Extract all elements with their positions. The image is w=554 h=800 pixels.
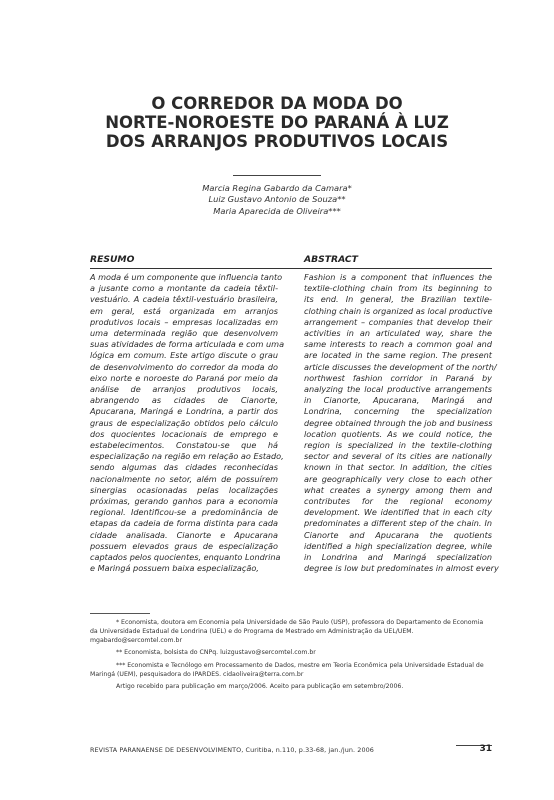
journal-citation: REVISTA PARANAENSE DE DESENVOLVIMENTO, Curitiba, n.110, p.33-68, jan./jun. 2006 [90, 746, 374, 754]
resumo-line: a jusante como a montante da cadeia têxtil- [90, 283, 278, 294]
page-number: 31 [479, 744, 492, 754]
abstract-line: degree obtained through the job and business [304, 417, 493, 428]
abstract-body [304, 272, 499, 574]
resumo-line: nacionalmente no setor, além de possuírem [90, 473, 278, 484]
resumo-line: possuem elevados graus de especialização [90, 540, 278, 551]
resumo-line: captados pelos quocientes, enquanto Londrina [90, 552, 281, 563]
footnote-3: *** Economista e Tecnólogo em Processamento de Dados, mestre em Teoria Econômica pela Universidade Estadual de Maringá (UEM), pesquisadora do IPARDES. cidaoliveira@terra.com.br [90, 661, 484, 678]
abstract-line: textile-clothing chain from its beginning to [304, 283, 492, 294]
resumo-line: lógica em comum. Este artigo discute o grau [90, 350, 278, 361]
abstract-line: in Cianorte, Apucarana, Maringá and [304, 395, 492, 406]
abstract-line: arrangement – companies that develop their [304, 316, 492, 327]
title-divider [233, 175, 321, 176]
footnotes [90, 618, 492, 694]
author-3: Maria Aparecida de Oliveira*** [213, 205, 341, 216]
resumo-line: em geral, está organizada em arranjos [90, 305, 278, 316]
abstract-line: activities in an articulated way, share the [304, 328, 492, 339]
abstract-line: predominates a different step of the chain. In [304, 518, 492, 529]
title-line-1: O CORREDOR DA MODA DO [151, 94, 403, 113]
abstract-line: sector and several of its cities are nationally [304, 451, 492, 462]
title-line-2: NORTE-NOROESTE DO PARANÁ À LUZ [105, 113, 449, 132]
resumo-line: e Maringá possuem baixa especialização, [90, 563, 259, 574]
article-title [60, 94, 494, 151]
abstract-line: Cianorte and Apucarana the quotients [304, 529, 492, 540]
abstract-line: degree is low but predominates in almost every [304, 563, 499, 574]
resumo-line: produtivos locais – empresas localizadas em [90, 316, 278, 327]
abstract-line: in Londrina and Maringá specialization [304, 552, 492, 563]
resumo-line: estabelecimentos. Constatou-se que há [90, 440, 278, 451]
abstract-line: analyzing the local productive arrangements [304, 384, 492, 395]
abstract-line: clothing chain is organized as local productive [304, 305, 493, 316]
resumo-line: etapas da cadeia de forma distinta para cada [90, 518, 278, 529]
resumo-line: vestuário. A cadeia têxtil-vestuário brasileira, [90, 294, 278, 305]
author-1: Marcia Regina Gabardo da Camara* [202, 183, 352, 193]
abstract-line: northwest fashion corridor in Paraná by [304, 372, 492, 383]
abstract-line: same interests to reach a common goal and [304, 339, 492, 350]
resumo-line: A moda é um componente que influencia tanto [90, 272, 283, 282]
abstract-line: contributes for the regional economy [304, 496, 492, 507]
author-list [150, 183, 404, 217]
resumo-line: sinergias ocasionadas pelas localizações [90, 484, 278, 495]
abstract-line: known in that sector. In addition, the cities [304, 462, 492, 473]
resumo-line: uma determinada região que desenvolvem [90, 328, 278, 339]
resumo-line: cidade analisada. Cianorte e Apucarana [90, 529, 278, 540]
abstract-line: article discusses the development of the north/ [304, 361, 497, 372]
resumo-body [90, 272, 285, 574]
abstract-line: location quotients. As we could notice, the [304, 428, 492, 439]
abstract-line: Londrina, concerning the specialization [304, 406, 492, 417]
resumo-line: especialização na região em relação ao Estado, [90, 451, 284, 462]
abstract-line: Fashion is a component that influences the [304, 272, 492, 282]
resumo-line: regional. Identificou-se a predominância de [90, 507, 278, 518]
resumo-line: análise de arranjos produtivos locais, [90, 384, 278, 395]
abstract-line: its end. In general, the Brazilian textile- [304, 294, 492, 305]
resumo-line: de desenvolvimento do corredor da moda do [90, 361, 278, 372]
resumo-line: dos quocientes locacionais de emprego e [90, 428, 278, 439]
resumo-heading: RESUMO [90, 254, 304, 269]
author-2: Luiz Gustavo Antonio de Souza** [208, 194, 346, 205]
abstract-line: development. We identified that in each city [304, 507, 492, 518]
abstract-heading: ABSTRACT [304, 254, 492, 269]
resumo-line: graus de especialização obtidos pelo cálculo [90, 417, 278, 428]
resumo-line: suas atividades de forma articulada e com uma [90, 339, 285, 350]
footnote-1: * Economista, doutora em Economia pela Universidade de São Paulo (USP), professora do Departamento de Economia da Universidade Estadual de Londrina (UEL) e do Programa de Mestrado em Administração da UEL/UEM. mgabardo@sercomtel.com.br [90, 619, 484, 645]
title-line-3: DOS ARRANJOS PRODUTIVOS LOCAIS [105, 132, 449, 151]
resumo-line: abrangendo as cidades de Cianorte, [90, 395, 278, 406]
resumo-line: Apucarana, Maringá e Londrina, a partir dos [90, 406, 278, 417]
abstract-line: are geographically very close to each other [304, 473, 492, 484]
resumo-line: eixo norte e noroeste do Paraná por meio da [90, 372, 278, 383]
abstract-line: region is specialized in the textile-clothing [304, 440, 492, 451]
abstract-line: are located in the same region. The present [304, 350, 492, 361]
received-note: Artigo recebido para publicação em março/2006. Aceito para publicação em setembro/2006. [116, 682, 404, 690]
abstract-line: what creates a synergy among them and [304, 484, 492, 495]
resumo-line: próximas, gerando ganhos para a economia [90, 496, 278, 507]
resumo-line: sendo algumas das cidades reconhecidas [90, 462, 278, 473]
page-footer [90, 745, 492, 759]
abstract-line: identified a high specialization degree, while [304, 540, 492, 551]
footnote-divider [90, 613, 150, 614]
footnote-2: ** Economista, bolsista do CNPq. luizgustavo@sercomtel.com.br [116, 649, 316, 657]
